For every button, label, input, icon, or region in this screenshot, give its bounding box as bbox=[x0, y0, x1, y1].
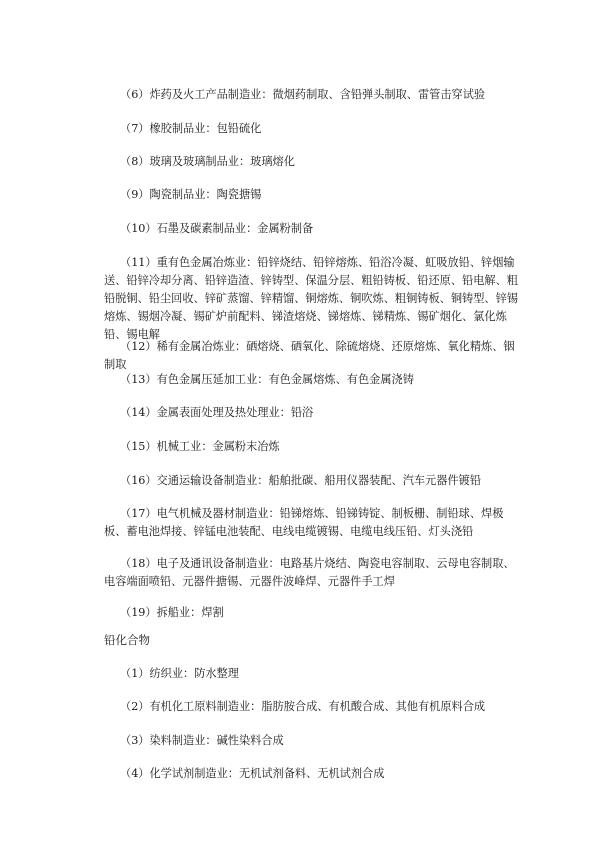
list-item: （17）电气机械及器材制造业：铅锑熔炼、铅锑铸锭、制板栅、制铅球、焊极板、蓄电池焊接、锌锰电池装配、电线电缆镀锡、电缆电线压铅、灯头浇铅 bbox=[104, 507, 504, 538]
list-item: （12）稀有金属冶炼业：硒熔烧、硒氧化、除硫熔烧、还原熔炼、氧化精炼、铟制取 bbox=[104, 340, 515, 371]
list-item: （19）拆船业：焊割 bbox=[120, 606, 224, 619]
list-item: （10）石墨及碳素制品业：金属粉制备 bbox=[120, 222, 314, 235]
list-item: （1）纺织业：防水整理 bbox=[120, 667, 239, 680]
list-item: （9）陶瓷制品业：陶瓷搪锡 bbox=[120, 188, 262, 201]
list-item: （16）交通运输设备制造业：船舶批碳、船用仪器装配、汽车元器件镀铅 bbox=[120, 474, 482, 487]
list-item: （13）有色金属压延加工业：有色金属熔炼、有色金属浇铸 bbox=[120, 373, 414, 386]
list-item: （15）机械工业：金属粉末冶炼 bbox=[120, 440, 280, 453]
list-item: （18）电子及通讯设备制造业：电路基片烧结、陶瓷电容制取、云母电容制取、电容端面喷铅、元器件搪锡、元器件波峰焊、元器件手工焊 bbox=[104, 557, 515, 588]
list-item: （3）染料制造业：碱性染料合成 bbox=[120, 734, 284, 747]
section-heading: 铅化合物 bbox=[104, 633, 150, 647]
list-item: （11）重有色金属冶炼业：铅锌烧结、铅锌熔炼、铅浴冷凝、虹吸放铅、锌烟输送、铅锌冷却分离、铅锌造渣、锌铸型、保温分层、粗铅铸板、铅还原、铅电解、粗铅脱铜、铅尘回收、锌矿蒸馏、锌精馏、铜熔炼、铜吹炼、粗铜铸板、铜铸型、锌锡熔炼、锡烟冷凝、锡矿炉前配料、锑渣熔烧、锑熔炼、锑精炼、锡矿烟化、氯化炼铅、锡电解 bbox=[104, 256, 518, 341]
list-item: （6）炸药及火工产品制造业：微烟药制取、含铅弹头制取、雷管击穿试验 bbox=[120, 88, 486, 101]
list-item: （14）金属表面处理及热处理业：铅浴 bbox=[120, 406, 314, 419]
list-item: （4）化学试剂制造业：无机试剂备料、无机试剂合成 bbox=[120, 767, 385, 780]
list-item: （8）玻璃及玻璃制品业：玻璃熔化 bbox=[120, 155, 295, 168]
list-item: （2）有机化工原料制造业：脂肪胺合成、有机酸合成、其他有机原料合成 bbox=[120, 700, 486, 713]
list-item: （7）橡胶制品业：包铅硫化 bbox=[120, 122, 262, 135]
